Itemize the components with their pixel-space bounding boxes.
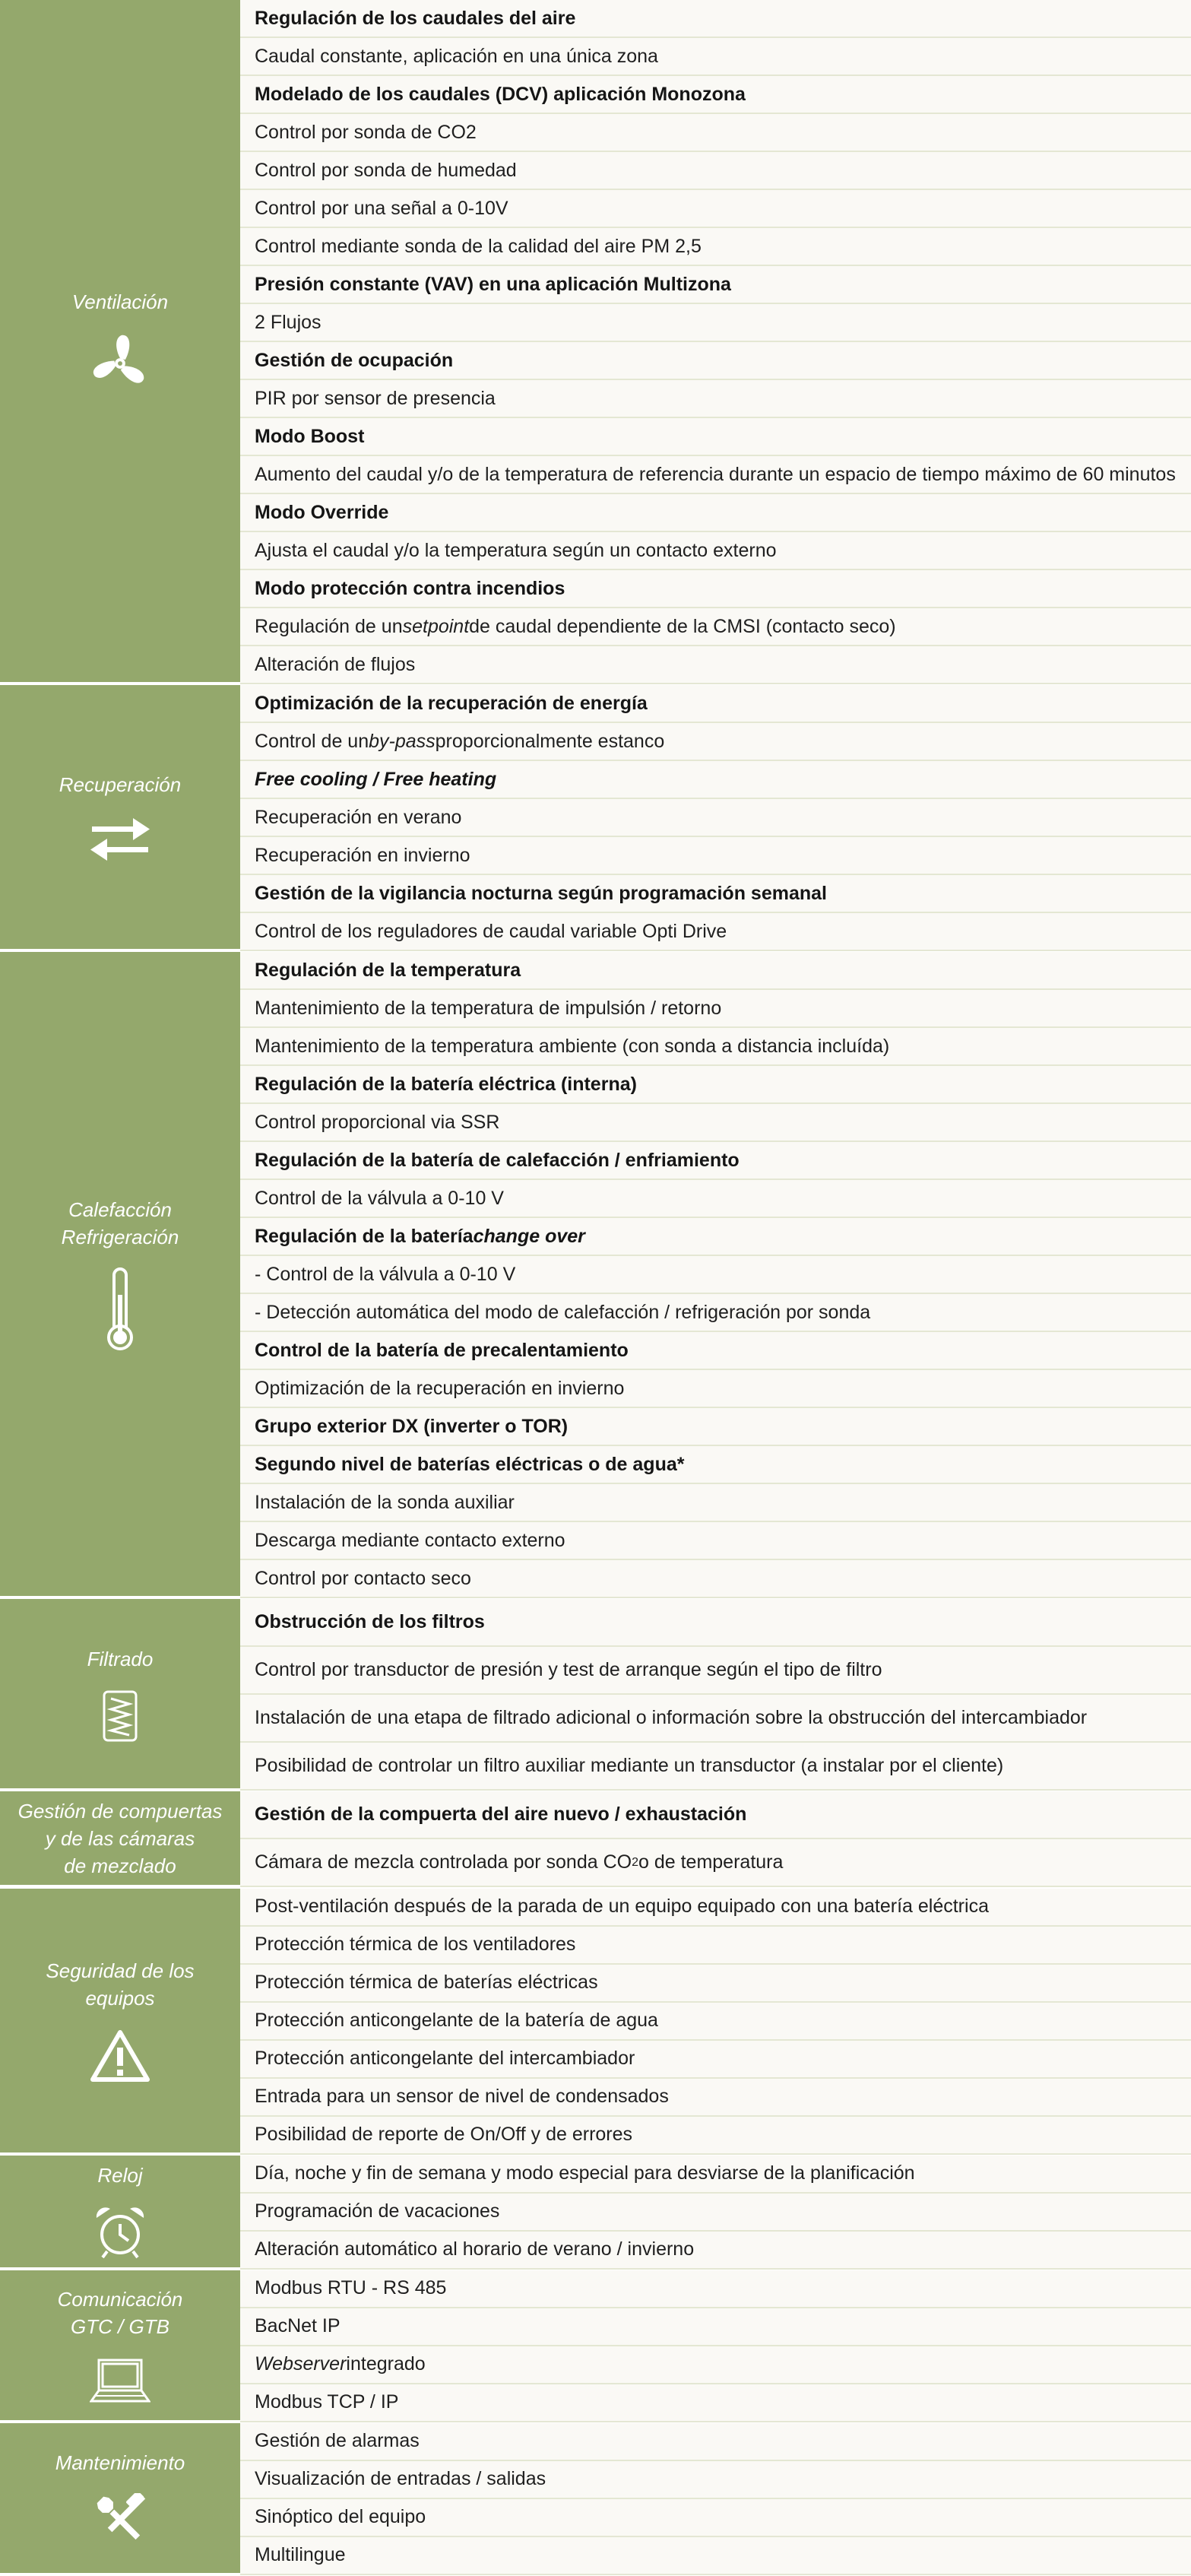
- category-mantenimiento: [0, 2423, 240, 2575]
- feature-text: 2 Flujos: [255, 311, 322, 333]
- feature-text: Control de la válvula a 0-10 V: [255, 1187, 504, 1209]
- feature-item: [240, 1370, 1191, 1408]
- feature-item: [240, 190, 1191, 228]
- category-label: Gestión de compuertas y de las cámaras de mezclado: [17, 1799, 223, 1877]
- feature-text: Control proporcional via SSR: [255, 1111, 500, 1133]
- feature-item: [240, 1522, 1191, 1560]
- subscript-text: 2: [632, 1855, 638, 1869]
- feature-item: [240, 1484, 1191, 1522]
- feature-text: Control de la batería de precalentamiento: [255, 1339, 629, 1361]
- feature-text: Modelado de los caudales (DCV) aplicación Monozona: [255, 83, 746, 105]
- category-gestion-de-compuertas: [0, 1791, 240, 1887]
- feature-text: BacNet IP: [255, 2315, 341, 2337]
- feature-text: Control de los reguladores de caudal variable Opti Drive: [255, 920, 727, 942]
- feature-item: [240, 228, 1191, 266]
- feature-item: [240, 2041, 1191, 2079]
- feature-text: Obstrucción de los filtros: [255, 1611, 485, 1633]
- feature-item: [240, 2461, 1191, 2499]
- feature-text: Gestión de ocupación: [255, 349, 454, 371]
- feature-text: Recuperación en invierno: [255, 844, 470, 866]
- warning-icon: [90, 2029, 150, 2083]
- feature-heading: [240, 418, 1191, 456]
- category-seguridad-de-los: [0, 1889, 240, 2155]
- feature-text: Ajusta el caudal y/o la temperatura según un contacto externo: [255, 539, 777, 561]
- feature-text: PIR por sensor de presencia: [255, 387, 496, 409]
- feature-text: Regulación de la batería eléctrica (interna): [255, 1073, 637, 1095]
- feature-item: [240, 1927, 1191, 1965]
- feature-item: [240, 608, 1191, 646]
- feature-item: [240, 2423, 1191, 2461]
- feature-text: Día, noche y fin de semana y modo especial para desviarse de la planificación: [255, 2162, 915, 2184]
- italic-text: Free cooling / Free heating: [255, 768, 497, 790]
- feature-text: Mantenimiento de la temperatura de impulsión / retorno: [255, 997, 722, 1019]
- feature-item: [240, 2194, 1191, 2232]
- feature-text: Modo Override: [255, 501, 389, 523]
- feature-text: Descarga mediante contacto externo: [255, 1529, 565, 1551]
- feature-item: [240, 2499, 1191, 2537]
- feature-text: de caudal dependiente de la CMSI (contacto seco): [469, 615, 896, 637]
- feature-heading: [240, 0, 1191, 38]
- feature-heading: [240, 1408, 1191, 1446]
- feature-item: [240, 837, 1191, 875]
- feature-heading: [240, 952, 1191, 990]
- category-label: Seguridad de los equipos: [46, 1959, 195, 2010]
- feature-text: Posibilidad de controlar un filtro auxiliar mediante un transductor (a instalar por el cliente): [255, 1755, 1004, 1777]
- feature-item: [240, 1180, 1191, 1218]
- laptop-icon: [90, 2357, 150, 2404]
- feature-item: [240, 646, 1191, 684]
- feature-text: Control de un: [255, 730, 369, 752]
- feature-list: [240, 952, 1191, 1599]
- feature-item: [240, 799, 1191, 837]
- feature-item: [240, 990, 1191, 1028]
- feature-item: [240, 532, 1191, 570]
- feature-item: [240, 1965, 1191, 2003]
- feature-text: Alteración de flujos: [255, 653, 416, 675]
- feature-item: [240, 456, 1191, 494]
- feature-item: [240, 2346, 1191, 2384]
- feature-text: Presión constante (VAV) en una aplicación Multizona: [255, 273, 731, 295]
- feature-list: [240, 685, 1191, 952]
- feature-text: Modbus RTU - RS 485: [255, 2277, 447, 2299]
- feature-heading: [240, 875, 1191, 913]
- category-calefaccion: [0, 952, 240, 1598]
- category-label: Reloj: [97, 2164, 143, 2187]
- feature-text: Control por una señal a 0-10V: [255, 197, 508, 219]
- category-reloj: [0, 2156, 240, 2270]
- feature-text: Protección anticongelante del intercambiador: [255, 2048, 635, 2070]
- feature-text: Control por transductor de presión y test de arranque según el tipo de filtro: [255, 1659, 882, 1681]
- category-label: Ventilación: [71, 290, 169, 313]
- italic-text: by-pass: [369, 730, 436, 752]
- feature-text: Control por sonda de humedad: [255, 159, 517, 181]
- category-label: Filtrado: [87, 1647, 154, 1670]
- feature-list: [240, 2423, 1191, 2576]
- feature-item: [240, 380, 1191, 418]
- feature-heading: [240, 1791, 1191, 1839]
- feature-item: [240, 2537, 1191, 2575]
- feature-item: [240, 1647, 1191, 1695]
- feature-text: Sinóptico del equipo: [255, 2506, 426, 2528]
- category-label: Recuperación: [59, 772, 182, 796]
- feature-item: [240, 114, 1191, 152]
- exchange-arrows-icon: [87, 815, 153, 864]
- category-label: Comunicación GTC / GTB: [57, 2288, 183, 2339]
- feature-text: - Detección automática del modo de calefacción / refrigeración por sonda: [255, 1301, 871, 1323]
- feature-text: Segundo nivel de baterías eléctricas o de agua*: [255, 1453, 685, 1475]
- feature-heading: [240, 1599, 1191, 1647]
- feature-text: Control mediante sonda de la calidad del aire PM 2,5: [255, 235, 702, 257]
- feature-item: [240, 1256, 1191, 1294]
- feature-text: Modo Boost: [255, 425, 365, 447]
- feature-item: [240, 152, 1191, 190]
- tools-icon: [93, 2493, 147, 2546]
- italic-text: setpoint: [402, 615, 470, 637]
- category-label: Calefacción Refrigeración: [61, 1198, 179, 1248]
- feature-text: Multilingue: [255, 2544, 346, 2566]
- feature-item: [240, 1889, 1191, 1927]
- feature-text: Alteración automático al horario de verano / invierno: [255, 2238, 695, 2260]
- feature-heading: [240, 266, 1191, 304]
- feature-list: [240, 0, 1191, 685]
- feature-text: Post-ventilación después de la parada de un equipo equipado con una batería eléctrica: [255, 1896, 989, 1918]
- feature-text: Control por contacto seco: [255, 1567, 471, 1589]
- feature-text: Regulación de los caudales del aire: [255, 7, 576, 29]
- feature-heading: [240, 1066, 1191, 1104]
- feature-item: [240, 1695, 1191, 1743]
- feature-heading: [240, 570, 1191, 608]
- feature-item: [240, 2232, 1191, 2270]
- feature-text: Control por sonda de CO2: [255, 121, 477, 143]
- feature-text: Regulación de la batería de calefacción / enfriamiento: [255, 1149, 740, 1171]
- feature-text: Regulación de la batería: [255, 1225, 474, 1247]
- feature-item: [240, 2156, 1191, 2194]
- feature-heading: [240, 1218, 1191, 1256]
- feature-list: [240, 1889, 1191, 2156]
- feature-text: Visualización de entradas / salidas: [255, 2468, 546, 2490]
- feature-item: [240, 1743, 1191, 1791]
- feature-heading: [240, 685, 1191, 723]
- feature-text: Modbus TCP / IP: [255, 2391, 399, 2413]
- feature-item: [240, 2308, 1191, 2346]
- feature-heading: [240, 342, 1191, 380]
- feature-text: Protección anticongelante de la batería de agua: [255, 2010, 658, 2032]
- feature-heading: [240, 761, 1191, 799]
- feature-list: [240, 1599, 1191, 1791]
- feature-item: [240, 913, 1191, 951]
- feature-heading: [240, 1446, 1191, 1484]
- thermometer-icon: [103, 1267, 138, 1353]
- feature-text: o de temperatura: [638, 1851, 784, 1873]
- filter-icon: [102, 1689, 138, 1743]
- feature-text: Grupo exterior DX (inverter o TOR): [255, 1415, 569, 1437]
- feature-text: Instalación de la sonda auxiliar: [255, 1491, 515, 1513]
- alarm-clock-icon: [93, 2206, 147, 2260]
- feature-item: [240, 1560, 1191, 1598]
- feature-text: Gestión de la vigilancia nocturna según programación semanal: [255, 882, 827, 904]
- category-ventilacion: [0, 0, 240, 684]
- category-comunicacion: [0, 2270, 240, 2422]
- category-recuperacion: [0, 685, 240, 951]
- feature-text: Recuperación en verano: [255, 806, 462, 828]
- feature-text: Cámara de mezcla controlada por sonda CO: [255, 1851, 632, 1873]
- feature-text: Aumento del caudal y/o de la temperatura de referencia durante un espacio de tiempo máximo de 60 minutos: [255, 463, 1176, 485]
- feature-text: proporcionalmente estanco: [435, 730, 665, 752]
- feature-list: [240, 2270, 1191, 2423]
- feature-text: Caudal constante, aplicación en una única zona: [255, 45, 658, 67]
- feature-text: Programación de vacaciones: [255, 2200, 500, 2222]
- feature-item: [240, 1104, 1191, 1142]
- category-label: Mantenimiento: [55, 2451, 185, 2475]
- feature-text: Protección térmica de baterías eléctricas: [255, 1972, 598, 1994]
- category-filtrado: [0, 1599, 240, 1791]
- feature-text: Regulación de la temperatura: [255, 959, 521, 981]
- feature-list: [240, 2156, 1191, 2270]
- feature-text: Modo protección contra incendios: [255, 577, 565, 599]
- feature-item: [240, 1294, 1191, 1332]
- feature-item: [240, 1839, 1191, 1887]
- feature-text: - Control de la válvula a 0-10 V: [255, 1263, 516, 1285]
- feature-text: Mantenimiento de la temperatura ambiente (con sonda a distancia incluída): [255, 1035, 890, 1057]
- feature-text: Gestión de alarmas: [255, 2430, 420, 2452]
- feature-text: Optimización de la recuperación en invierno: [255, 1377, 625, 1399]
- feature-heading: [240, 1332, 1191, 1370]
- feature-text: Entrada para un sensor de nivel de condensados: [255, 2086, 669, 2108]
- feature-item: [240, 38, 1191, 76]
- feature-text: Regulación de un: [255, 615, 403, 637]
- fan-icon: [89, 332, 151, 395]
- feature-item: [240, 723, 1191, 761]
- feature-heading: [240, 494, 1191, 532]
- feature-item: [240, 304, 1191, 342]
- feature-item: [240, 2270, 1191, 2308]
- italic-text: Webserver: [255, 2353, 347, 2375]
- feature-heading: [240, 76, 1191, 114]
- feature-text: Instalación de una etapa de filtrado adicional o información sobre la obstrucción del intercambiador: [255, 1707, 1088, 1729]
- feature-text: Protección térmica de los ventiladores: [255, 1934, 576, 1956]
- feature-text: Optimización de la recuperación de energía: [255, 692, 648, 714]
- feature-item: [240, 2117, 1191, 2155]
- feature-text: Gestión de la compuerta del aire nuevo / exhaustación: [255, 1804, 747, 1826]
- feature-text: integrado: [346, 2353, 426, 2375]
- feature-item: [240, 2079, 1191, 2117]
- italic-text: change over: [473, 1225, 585, 1247]
- feature-list: [240, 1791, 1191, 1888]
- feature-item: [240, 2003, 1191, 2041]
- feature-item: [240, 1028, 1191, 1066]
- feature-item: [240, 2384, 1191, 2422]
- feature-heading: [240, 1142, 1191, 1180]
- feature-text: Posibilidad de reporte de On/Off y de errores: [255, 2124, 633, 2146]
